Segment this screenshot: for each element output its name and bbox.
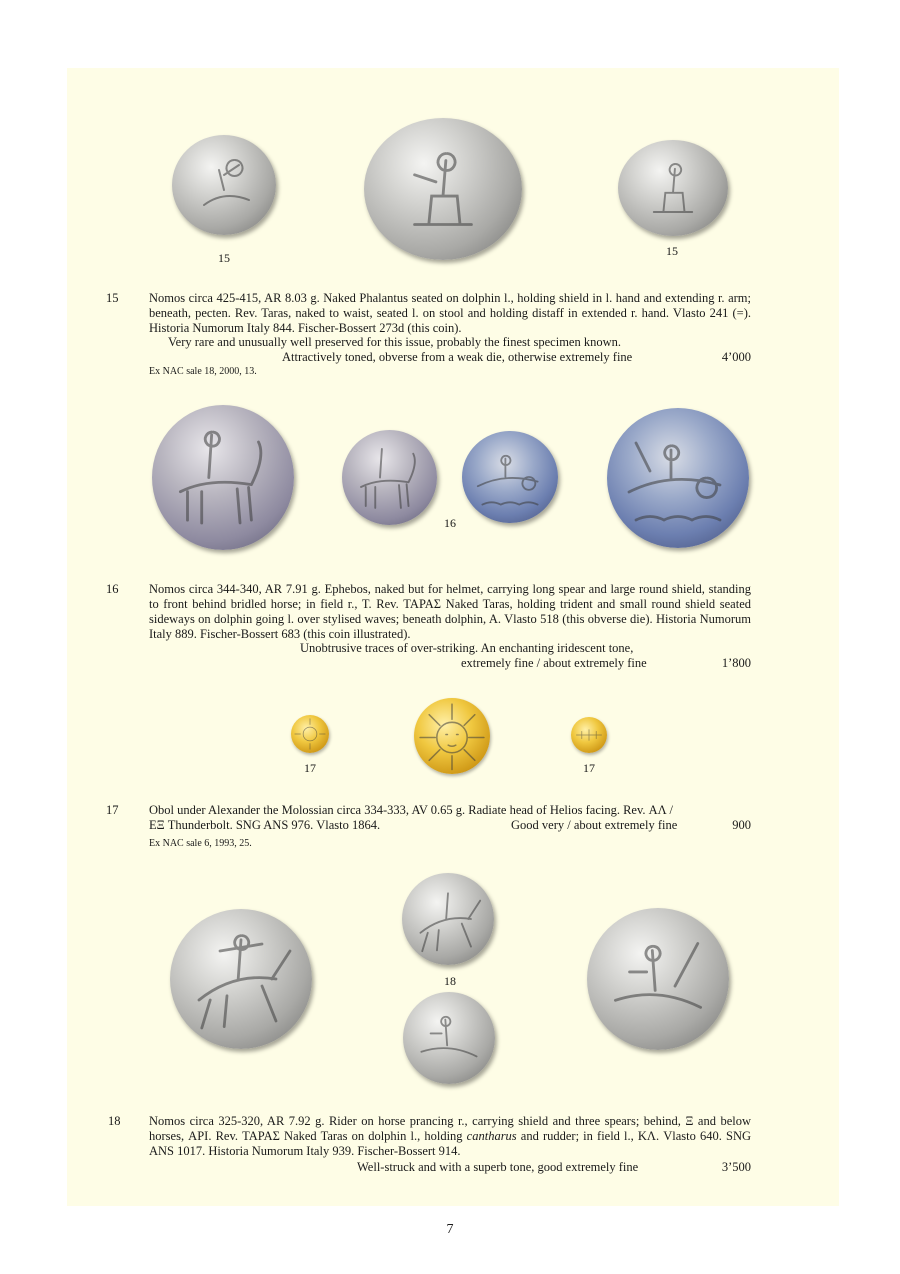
coin-18-obverse-large	[170, 909, 312, 1049]
lot-17-provenance: Ex NAC sale 6, 1993, 25.	[149, 838, 252, 849]
coin-16-obverse-large	[152, 405, 294, 550]
lot-16-number: 16	[106, 582, 119, 596]
lot-15-price: 4’000	[721, 350, 751, 364]
lot-17-grade: Good very / about extremely fine	[511, 818, 678, 832]
lot-15-note-1: Very rare and unusually well preserved for this issue, probably the finest specimen known.	[168, 335, 622, 349]
coin-15-obverse-small	[172, 135, 276, 235]
lot-15-number: 15	[106, 291, 119, 305]
lot-17-description-2: ΕΞ Thunderbolt. SNG ANS 976. Vlasto 1864.	[149, 818, 381, 832]
lot-18-description	[149, 1114, 751, 1159]
lot-15-note-2: Attractively toned, obverse from a weak die, otherwise extremely fine	[282, 350, 633, 364]
lot-18-number: 18	[108, 1114, 121, 1128]
lot-18-note-1: Well-struck and with a superb tone, good extremely fine	[357, 1160, 639, 1174]
lot-18-price: 3’500	[721, 1160, 751, 1174]
image-label-15b: 15	[666, 244, 678, 258]
image-label-17a: 17	[304, 761, 316, 775]
image-label-18: 18	[444, 974, 456, 988]
coin-15-obverse-large	[364, 118, 522, 260]
lot-18-description-part1: Nomos circa 325-320, AR 7.92 g. Rider on horse prancing r., carrying shield and three spears; behind, Ξ and below horses, ΑΡΙ. Rev. ΤΑΡΑΣ Naked Taras on dolphin l., holding	[149, 1114, 751, 1143]
lot-16-price: 1’800	[721, 656, 751, 670]
lot-17-number: 17	[106, 803, 119, 817]
lot-16-description: Nomos circa 344-340, AR 7.91 g. Ephebos, naked but for helmet, carrying long spear and large round shield, standing to front behind bridled horse; in field r., T. Rev. ΤΑΡΑΣ Naked Taras, holding trident and small round shield seated sideways on dolphin going l. over stylised waves; beneath dolphin, A. Vlasto 518 (this obverse die). Historia Numorum Italy 889. Fischer-Bossert 683 (this coin illustrated).	[149, 582, 751, 641]
lot-15-provenance: Ex NAC sale 18, 2000, 13.	[149, 366, 257, 377]
coin-18-reverse-large	[587, 908, 729, 1050]
lot-17-description-1: Obol under Alexander the Molossian circa 334-333, AV 0.65 g. Radiate head of Helios facing. Rev. ΑΛ /	[149, 803, 674, 817]
lot-18-description-italic: cantharus	[466, 1129, 517, 1143]
coin-17-reverse	[571, 717, 607, 753]
coin-16-reverse-small	[462, 431, 558, 523]
lot-16-note-2: extremely fine / about extremely fine	[461, 656, 647, 670]
lot-15-description: Nomos circa 425-415, AR 8.03 g. Naked Phalantus seated on dolphin l., holding shield in l. hand and extending r. arm; beneath, pecten. Rev. Taras, naked to waist, seated l. on stool and holding distaff in extended r. hand. Vlasto 241 (=). Historia Numorum Italy 844. Fischer-Bossert 273d (this coin).	[149, 291, 751, 335]
coin-16-reverse-large	[607, 408, 749, 548]
coin-18-obverse-small	[402, 873, 494, 965]
page-number: 7	[446, 1222, 454, 1237]
lot-17-price: 900	[732, 818, 751, 832]
image-label-16: 16	[444, 516, 456, 530]
image-label-15a: 15	[218, 251, 230, 265]
image-label-17b: 17	[583, 761, 595, 775]
lot-16-note-1: Unobtrusive traces of over-striking. An enchanting iridescent tone,	[300, 641, 634, 655]
coin-18-reverse-small	[403, 992, 495, 1084]
coin-15-reverse	[618, 140, 728, 236]
coin-17-obverse-large	[414, 698, 490, 774]
coin-17-obverse-small	[291, 715, 329, 753]
lot-18-description-part2: and rudder; in field l., ΚΛ. Vlasto 640. SNG ANS 1017. Historia Numorum Italy 939. Fischer-Bossert 914.	[149, 1129, 751, 1158]
coin-16-obverse-small	[342, 430, 437, 525]
